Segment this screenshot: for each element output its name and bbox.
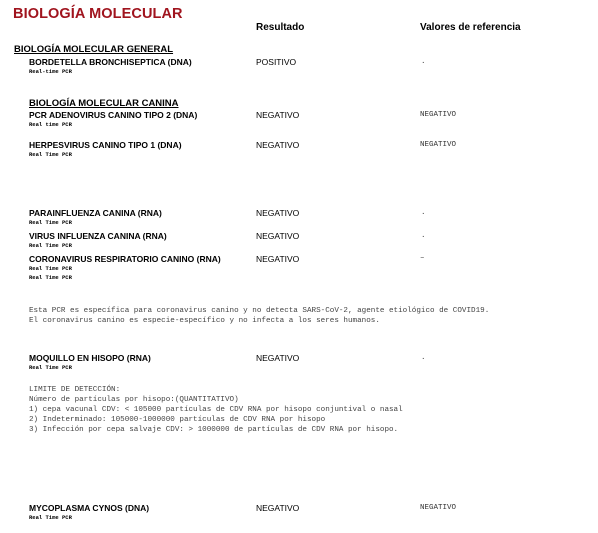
test-name: CORONAVIRUS RESPIRATORIO CANINO (RNA) xyxy=(29,254,221,264)
test-method: Real Time PCR xyxy=(29,219,72,226)
test-name: MOQUILLO EN HISOPO (RNA) xyxy=(29,353,151,363)
test-method: Real Time PCR xyxy=(29,265,72,272)
test-method: Real Time PCR xyxy=(29,151,72,158)
detection-limit-note: LIMITE DE DETECCIÓN: Número de partículas por hisopo:(QUANTITATIVO) 1) cepa vacunal CDV: < 105000 partículas de CDV RNA por hisopo conjuntival o nasal 2) Indeterminado: 105000-1000000 partículas de CDV RNA por hisopo 3) Infección por cepa salvaje CDV: > 1000000 de partículas de CDV RNA por hisopo. xyxy=(29,386,403,434)
report-title: BIOLOGÍA MOLECULAR xyxy=(13,6,183,22)
test-name: PARAINFLUENZA CANINA (RNA) xyxy=(29,208,162,218)
test-name: VIRUS INFLUENZA CANINA (RNA) xyxy=(29,231,167,241)
section-heading-canina: BIOLOGÍA MOLECULAR CANINA xyxy=(29,98,179,109)
test-result: NEGATIVO xyxy=(256,254,300,264)
section-heading-general: BIOLOGÍA MOLECULAR GENERAL xyxy=(14,44,174,55)
test-result: NEGATIVO xyxy=(256,231,300,241)
test-name: HERPESVIRUS CANINO TIPO 1 (DNA) xyxy=(29,140,182,150)
test-reference: . xyxy=(421,354,426,362)
test-method: Real Time PCR xyxy=(29,514,72,521)
test-method: Real Time PCR xyxy=(29,242,72,249)
test-method: Real Time PCR xyxy=(29,364,72,371)
coronavirus-note: Esta PCR es específica para coronavirus canino y no detecta SARS-CoV-2, agente etiológico de COVID19. El coronavirus canino es especie-específico y no infecta a los seres humanos. xyxy=(29,307,490,325)
column-header-result: Resultado xyxy=(256,22,305,33)
test-name: PCR ADENOVIRUS CANINO TIPO 2 (DNA) xyxy=(29,110,198,120)
test-result: NEGATIVO xyxy=(256,208,300,218)
test-result: NEGATIVO xyxy=(256,353,300,363)
test-reference: – xyxy=(420,254,425,262)
test-reference: . xyxy=(421,232,426,240)
test-reference: NEGATIVO xyxy=(420,111,457,119)
test-method: Real time PCR xyxy=(29,121,72,128)
test-name: BORDETELLA BRONCHISEPTICA (DNA) xyxy=(29,57,192,67)
test-result: NEGATIVO xyxy=(256,140,300,150)
test-method: Real-time PCR xyxy=(29,68,72,75)
test-result: NEGATIVO xyxy=(256,503,300,513)
test-reference: . xyxy=(421,58,426,66)
test-name: MYCOPLASMA CYNOS (DNA) xyxy=(29,503,150,513)
test-reference: NEGATIVO xyxy=(420,141,457,149)
test-result: POSITIVO xyxy=(256,57,297,67)
column-header-reference: Valores de referencia xyxy=(420,22,521,33)
test-reference: . xyxy=(421,209,426,217)
test-method: Real Time PCR xyxy=(29,274,72,281)
test-result: NEGATIVO xyxy=(256,110,300,120)
test-reference: NEGATIVO xyxy=(420,504,457,512)
